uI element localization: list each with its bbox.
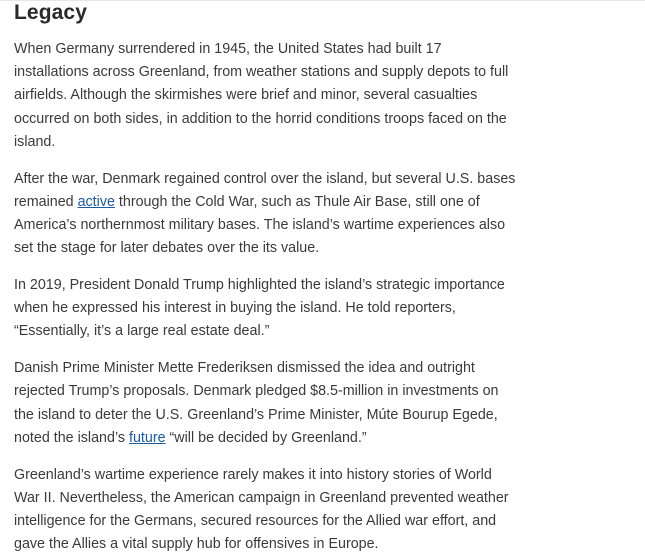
paragraph-conclusion: Greenland’s wartime experience rarely makes it into history stories of World War II. Nevertheless, the American campaign in Greenland prevented weather intelligence for the Germans, secured resources for the Allied war effort, and gave the Allies a vital supply hub for offensives in Europe. xyxy=(14,466,509,553)
paragraph-denmark xyxy=(14,357,519,450)
paragraph-postwar-text-before: After the war, Denmark regained control over the island, but several U.S. bases remained xyxy=(14,170,516,210)
paragraph-denmark-text-before: Danish Prime Minister Mette Frederiksen dismissed the idea and outright rejected Trump’s proposals. Denmark pledged $8.5-million in investments on the island to deter the U.S. Greenland’s Prime Minister, Múte Bourup Egede, noted the island’s xyxy=(14,360,499,446)
paragraph-surrender: When Germany surrendered in 1945, the United States had built 17 installations across Greenland, from weather stations and supply depots to full airfields. Although the skirmishes were brief and minor, several casualties occurred on both sides, in addition to the horrid conditions troops faced on the island. xyxy=(14,41,509,150)
paragraph-trump: In 2019, President Donald Trump highlighted the island’s strategic importance when he expressed his interest in buying the island. He told reporters, “Essentially, it’s a large real estate deal.” xyxy=(14,277,505,340)
paragraph-denmark-text-after: “will be decided by Greenland.” xyxy=(165,429,367,446)
paragraph-postwar-text-after: through the Cold War, such as Thule Air Base, still one of America’s northernmost military bases. The island’s wartime experiences also set the stage for later debates over the its value. xyxy=(14,193,506,257)
article-body xyxy=(14,0,519,556)
future-link[interactable]: future xyxy=(129,429,166,446)
section-heading: Legacy xyxy=(14,1,87,24)
paragraph-postwar xyxy=(14,168,519,261)
active-link[interactable]: active xyxy=(77,193,115,210)
